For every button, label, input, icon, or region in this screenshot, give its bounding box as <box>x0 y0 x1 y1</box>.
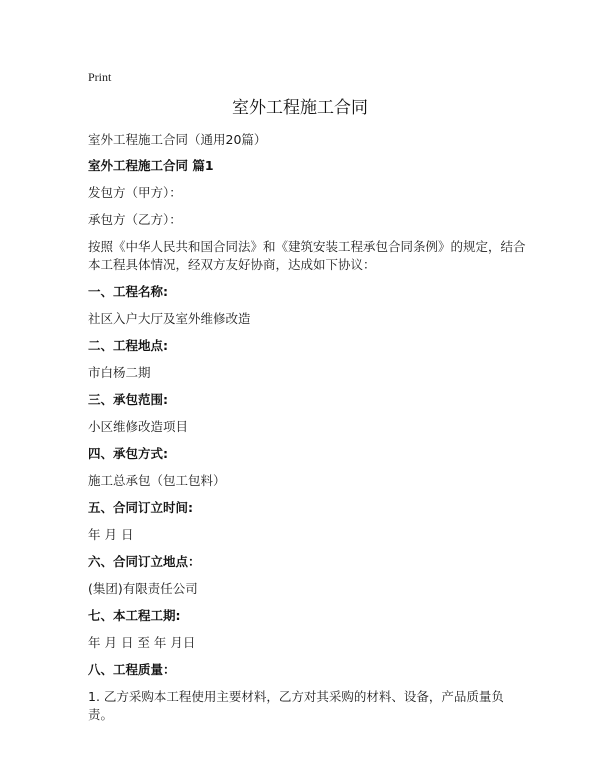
clause-3-content: 小区维修改造项目 <box>88 419 189 434</box>
clause-1-content: 社区入户大厅及室外维修改造 <box>88 311 251 326</box>
party-a-line: 发包方（甲方）： <box>88 185 182 200</box>
party-b-line: 承包方（乙方）： <box>88 212 182 227</box>
clause-6-content: (集团)有限责任公司 <box>88 581 198 596</box>
clause-6-heading: 六、合同订立地点： <box>88 554 201 569</box>
document-title: 室外工程施工合同 <box>232 98 368 118</box>
clause-1-heading: 一、工程名称: <box>88 284 168 299</box>
document-subtitle: 室外工程施工合同（通用20篇） <box>88 132 267 147</box>
clause-4-heading: 四、承包方式: <box>88 446 168 461</box>
document-body <box>88 131 528 733</box>
clause-5-content: 年 月 日 <box>88 527 134 542</box>
print-link[interactable]: Print <box>88 70 112 84</box>
clause-2-heading: 二、工程地点: <box>88 338 168 353</box>
clause-8-content: 1. 乙方采购本工程使用主要材料，乙方对其采购的材料、设备，产品质量负责。 <box>88 689 504 722</box>
preamble-paragraph: 按照《中华人民共和国合同法》和《建筑安装工程承包合同条例》的规定，结合本工程具体情况，经双方友好协商，达成如下协议： <box>88 239 526 272</box>
clause-7-heading: 七、本工程工期: <box>88 608 181 623</box>
clause-8-heading: 八、工程质量： <box>88 662 176 677</box>
clause-4-content: 施工总承包（包工包料） <box>88 473 226 488</box>
clause-5-heading: 五、合同订立时间: <box>88 500 193 515</box>
clause-3-heading: 三、承包范围: <box>88 392 168 407</box>
section-heading: 室外工程施工合同 篇1 <box>88 158 214 173</box>
clause-2-content: 市白杨二期 <box>88 365 151 380</box>
clause-7-content: 年 月 日 至 年 月日 <box>88 635 196 650</box>
